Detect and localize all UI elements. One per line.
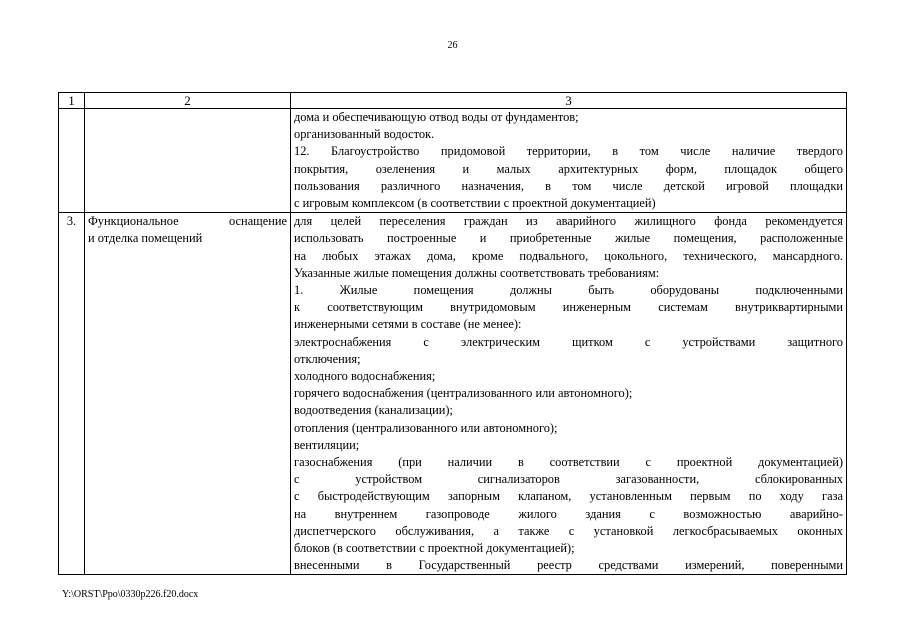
header-cell-1: 1: [59, 93, 85, 109]
page-number: 26: [447, 40, 458, 51]
text-line: инженерными сетями в составе (не менее):: [294, 317, 522, 332]
table-row-continuation: [59, 109, 847, 213]
text-line: пользования различного назначения, в том числе детской игровой площадки: [294, 178, 843, 193]
text-line: с игровым комплексом (в соответствии с проектной документацией): [294, 196, 656, 211]
text-line: 12. Благоустройство придомовой территории, в том числе наличие твердого: [294, 144, 843, 159]
text-line: блоков (в соответствии с проектной документацией);: [294, 541, 575, 556]
text-line: с устройством сигнализаторов загазованности, сблокированных: [294, 472, 843, 487]
text-line: на внутреннем газопроводе жилого здания с возможностью аварийно-: [294, 506, 843, 521]
text-line: и отделка помещений: [88, 231, 203, 246]
text-line: холодного водоснабжения;: [294, 369, 436, 384]
row-name-cell: [85, 109, 291, 213]
text-line: покрытия, озеленения и малых архитектурных форм, площадок общего: [294, 161, 843, 176]
row-content-cell: [291, 109, 847, 213]
header-cell-2: 2: [85, 93, 291, 109]
text-line: использовать построенные и приобретенные жилые помещения, расположенные: [294, 231, 843, 246]
table-header-row: [59, 93, 847, 109]
text-line: к соответствующим внутридомовым инженерным системам внутриквартирными: [294, 300, 843, 315]
row-number-cell: [59, 109, 85, 213]
table-row-3: [59, 213, 847, 575]
header-cell-3: 3: [291, 93, 847, 109]
row-name-cell: [85, 213, 291, 575]
text-line: газоснабжения (при наличии в соответствии с проектной документацией): [294, 455, 843, 470]
text-line: Указанные жилые помещения должны соответствовать требованиям:: [294, 265, 660, 280]
text-line: внесенными в Государственный реестр средствами измерений, поверенными: [294, 558, 843, 573]
text-line: отопления (централизованного или автономного);: [294, 420, 558, 435]
text-line: водоотведения (канализации);: [294, 403, 453, 418]
text-line: Функциональное оснащение: [88, 214, 287, 229]
text-line: для целей переселения граждан из аварийного жилищного фонда рекомендуется: [294, 214, 843, 229]
text-line: диспетчерского обслуживания, а также с установкой легкосбрасываемых оконных: [294, 523, 843, 538]
text-line: горячего водоснабжения (централизованного или автономного);: [294, 386, 633, 401]
text-line: дома и обеспечивающую отвод воды от фундаментов;: [294, 110, 579, 124]
text-line: организованный водосток.: [294, 127, 435, 142]
document-file-path: Y:\ORST\Ppo\0330p226.f20.docx: [62, 589, 199, 600]
text-line: вентиляции;: [294, 437, 360, 452]
text-line: отключения;: [294, 351, 361, 366]
text-line: 1. Жилые помещения должны быть оборудованы подключенными: [294, 283, 843, 298]
text-line: электроснабжения с электрическим щитком с устройствами защитного: [294, 334, 843, 349]
row-content-cell: [291, 213, 847, 575]
requirements-table: [58, 92, 847, 575]
text-line: на любых этажах дома, кроме подвального, цокольного, технического, мансардного.: [294, 248, 843, 263]
text-line: с быстродействующим запорным клапаном, установленным первым по ходу газа: [294, 489, 843, 504]
row-number-cell: 3.: [59, 213, 85, 575]
